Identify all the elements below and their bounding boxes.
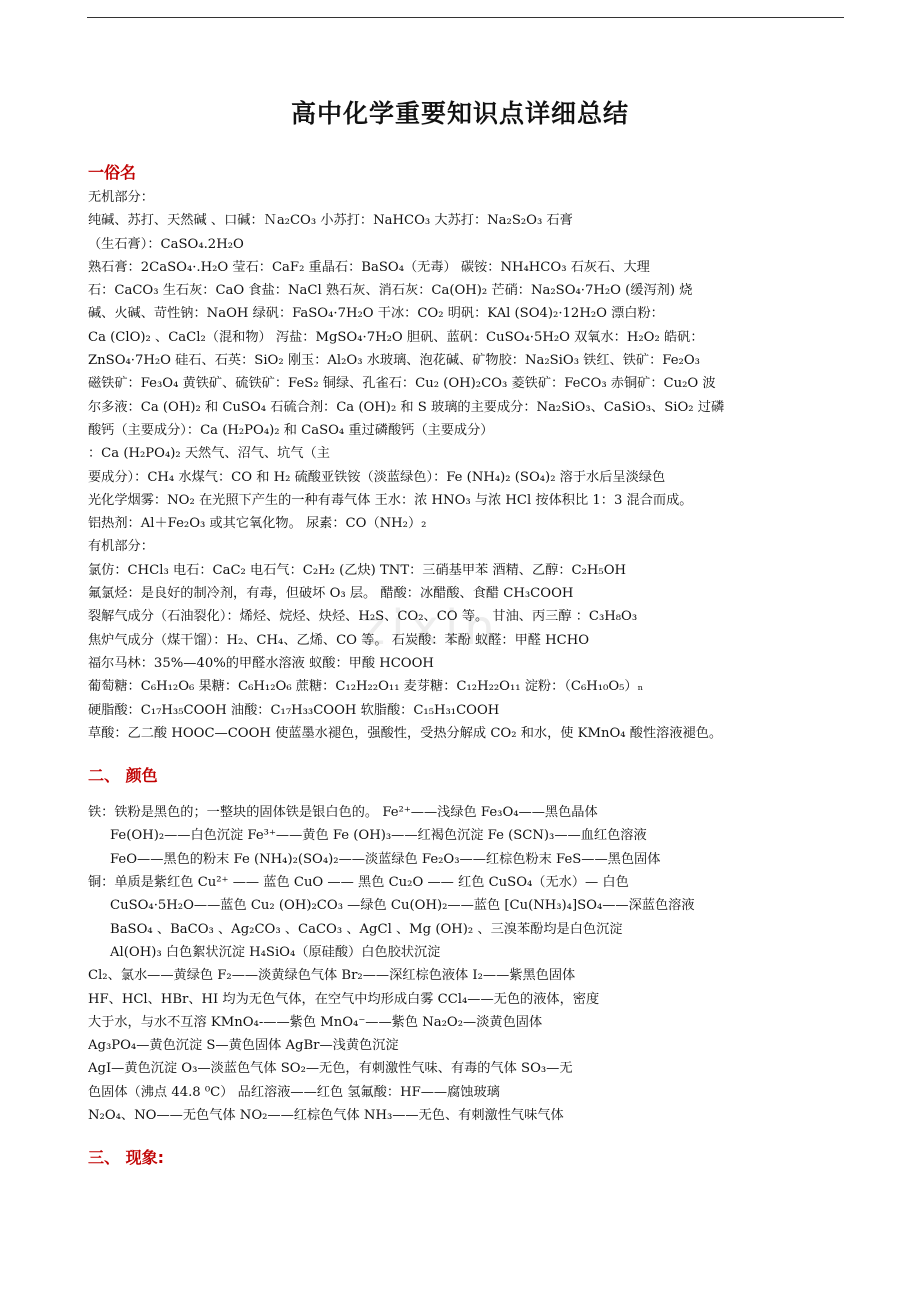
text-line: 铜：单质是紫红色 Cu²⁺ —— 蓝色 CuO —— 黑色 Cu₂O —— 红色 CuSO₄（无水）— 白色 [88, 875, 629, 891]
text-line: 尔多液：Ca (OH)₂ 和 CuSO₄ 石硫合剂：Ca (OH)₂ 和 S 玻璃的主要成分：Na₂SiO₃、CaSiO₃、SiO₂ 过磷 [88, 399, 725, 415]
text-line: FeO——黑色的粉末 Fe (NH₄)₂(SO₄)₂——淡蓝绿色 Fe₂O₃——红棕色粉末 FeS——黑色固体 [110, 851, 661, 867]
text-line: 裂解气成分（石油裂化）：烯烃、烷烃、炔烃、H₂S、CO₂、CO 等。 甘油、丙三醇 ：C₃H₈O₃ [88, 609, 638, 625]
text-line: 氯仿：CHCl₃ 电石：CaC₂ 电石气：C₂H₂ (乙炔) TNT：三硝基甲苯 酒精、乙醇：C₂H₅OH [88, 562, 627, 578]
section-heading-colors: 二、 颜色 [88, 766, 158, 786]
text-line: 光化学烟雾：NO₂ 在光照下产生的一种有毒气体 王水：浓 HNO₃ 与浓 HCl 按体积比 1：3 混合而成。 [88, 492, 693, 508]
section-names-lines [88, 186, 846, 745]
text-line: ：Ca (H₂PO₄)₂ 天然气、沼气、坑气（主 [88, 446, 330, 462]
text-line: 磁铁矿：Fe₃O₄ 黄铁矿、硫铁矿：FeS₂ 铜绿、孔雀石：Cu₂ (OH)₂CO₃ 菱铁矿：FeCO₃ 赤铜矿：Cu₂O 波 [88, 376, 716, 392]
section-heading-phenomena: 三、 现象: [88, 1148, 164, 1168]
document-body [88, 160, 846, 1171]
text-line: BaSO₄ 、BaCO₃ 、Ag₂CO₃ 、CaCO₃ 、AgCl 、Mg (OH)₂ 、三溴苯酚均是白色沉淀 [110, 921, 623, 937]
text-line: Al(OH)₃ 白色絮状沉淀 H₄SiO₄（原硅酸）白色胶状沉淀 [110, 944, 441, 960]
text-line: 大于水，与水不互溶 KMnO₄-——紫色 MnO₄⁻——紫色 Na₂O₂—淡黄色固体 [88, 1014, 543, 1030]
text-line: 熟石膏：2CaSO₄·.H₂O 莹石：CaF₂ 重晶石：BaSO₄（无毒） 碳铵：NH₄HCO₃ 石灰石、大理 [88, 259, 650, 275]
text-line: CuSO₄·5H₂O——蓝色 Cu₂ (OH)₂CO₃ —绿色 Cu(OH)₂——蓝色 [Cu(NH₃)₄]SO₄——深蓝色溶液 [110, 898, 695, 914]
text-line: 有机部分： [88, 539, 154, 555]
text-line: 石：CaCO₃ 生石灰：CaO 食盐：NaCl 熟石灰、消石灰：Ca(OH)₂ 芒硝：Na₂SO₄·7H₂O (缓泻剂) 烧 [88, 283, 693, 299]
text-line: 纯碱、苏打、天然碱 、口碱：Ｎa₂CO₃ 小苏打：NaHCO₃ 大苏打：Na₂S₂O₃ 石膏 [88, 213, 573, 229]
text-line: 福尔马林：35%—40%的甲醛水溶液 蚁酸：甲酸 HCOOH [88, 655, 434, 671]
text-line: 草酸：乙二酸 HOOC—COOH 使蓝墨水褪色，强酸性，受热分解成 CO₂ 和水，使 KMnO₄ 酸性溶液褪色。 [88, 725, 723, 741]
text-line: 葡萄糖：C₆H₁₂O₆ 果糖：C₆H₁₂O₆ 蔗糖：C₁₂H₂₂O₁₁ 麦芽糖：C₁₂H₂₂O₁₁ 淀粉：（C₆H₁₀O₅）ₙ [88, 679, 644, 695]
text-line: （生石膏）：CaSO₄.2H₂O [88, 236, 244, 252]
text-line: 碱、火碱、苛性钠：NaOH 绿矾：FaSO₄·7H₂O 干冰：CO₂ 明矾：KAl (SO4)₂·12H₂O 漂白粉： [88, 306, 664, 322]
text-line: Ag₃PO₄—黄色沉淀 S—黄色固体 AgBr—浅黄色沉淀 [88, 1038, 399, 1054]
section-heading-names: 一俗名 [88, 163, 137, 182]
text-line: 焦炉气成分（煤干馏）：H₂、CH₄、乙烯、CO 等。 石炭酸：苯酚 蚁醛：甲醛 HCHO [88, 632, 590, 648]
text-line: 氟氯烃：是良好的制冷剂，有毒，但破坏 O₃ 层。 醋酸：冰醋酸、食醋 CH₃COOH [88, 586, 574, 602]
section-colors-lines [88, 801, 846, 1127]
text-line: 无机部分： [88, 190, 154, 205]
page-title: 高中化学重要知识点详细总结 [290, 99, 629, 128]
watermark: zixin [360, 600, 501, 656]
text-line: 酸钙（主要成分）：Ca (H₂PO₄)₂ 和 CaSO₄ 重过磷酸钙（主要成分） [88, 422, 494, 438]
text-line: 色固体（沸点 44.8 ⁰C） 品红溶液——红色 氢氟酸：HF——腐蚀玻璃 [88, 1084, 500, 1100]
text-line: AgI—黄色沉淀 O₃—淡蓝色气体 SO₂—无色，有刺激性气味、有毒的气体 SO₃—无 [88, 1061, 573, 1077]
text-line: HF、HCl、HBr、HI 均为无色气体，在空气中均形成白雾 CCl₄——无色的液体，密度 [88, 991, 600, 1007]
text-line: Cl₂、氯水——黄绿色 F₂——淡黄绿色气体 Br₂——深红棕色液体 I₂——紫黑色固体 [88, 968, 576, 984]
text-line: Ca (ClO)₂ 、CaCl₂（混和物） 泻盐：MgSO₄·7H₂O 胆矾、蓝矾：CuSO₄·5H₂O 双氧水：H₂O₂ 皓矾： [88, 329, 704, 345]
text-line: Fe(OH)₂——白色沉淀 Fe³⁺——黄色 Fe (OH)₃——红褐色沉淀 Fe (SCN)₃——血红色溶液 [110, 828, 647, 844]
text-line: 铁：铁粉是黑色的；一整块的固体铁是银白色的。 Fe²⁺——浅绿色 Fe₃O₄——黑色晶体 [88, 805, 598, 821]
text-line: N₂O₄、NO——无色气体 NO₂——红棕色气体 NH₃——无色、有刺激性气味气体 [88, 1107, 564, 1123]
text-line: ZnSO₄·7H₂O 硅石、石英：SiO₂ 刚玉：Al₂O₃ 水玻璃、泡花碱、矿物胶：Na₂SiO₃ 铁红、铁矿：Fe₂O₃ [88, 353, 700, 369]
text-line: 铝热剂：Al＋Fe₂O₃ 或其它氧化物。 尿素：CO（NH₂）₂ [88, 516, 427, 532]
header-rule [87, 17, 844, 18]
text-line: 要成分）：CH₄ 水煤气：CO 和 H₂ 硫酸亚铁铵（淡蓝绿色）：Fe (NH₄)₂ (SO₄)₂ 溶于水后呈淡绿色 [88, 469, 666, 485]
text-line: 硬脂酸：C₁₇H₃₅COOH 油酸：C₁₇H₃₃COOH 软脂酸：C₁₅H₃₁COOH [88, 702, 500, 718]
